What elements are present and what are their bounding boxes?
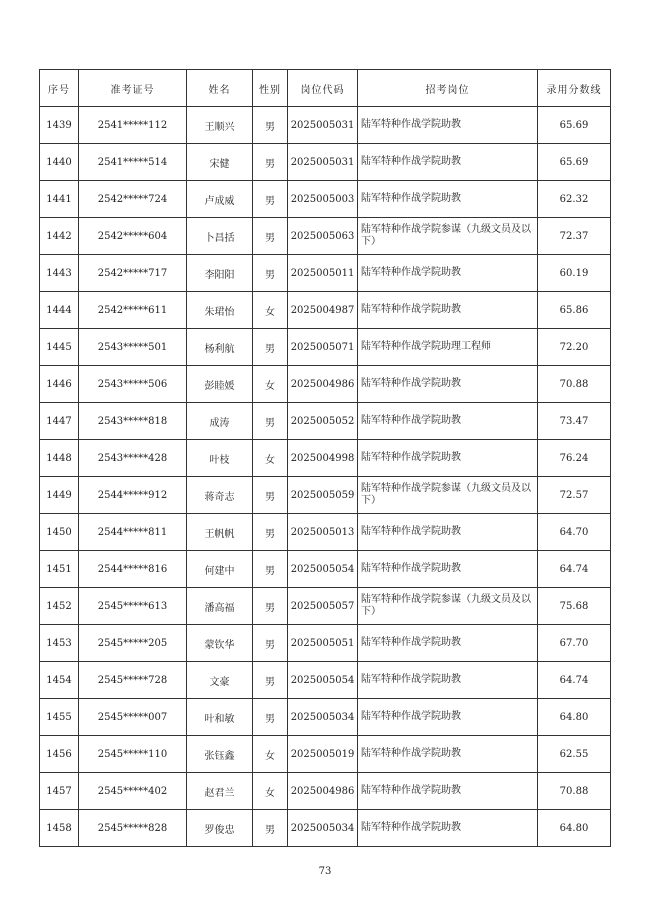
- header-seq: 序号: [40, 70, 79, 107]
- table-row: [40, 107, 611, 144]
- header-name: 姓名: [187, 70, 253, 107]
- cell-seq: 1439: [40, 107, 79, 144]
- cell-name: 蒋奇志: [187, 477, 253, 514]
- cell-seq: 1442: [40, 218, 79, 255]
- cell-post: 陆军特种作战学院助教: [358, 514, 538, 551]
- table-row: [40, 329, 611, 366]
- cell-code: 2025005059: [288, 477, 358, 514]
- cell-code: 2025005011: [288, 255, 358, 292]
- cell-name: 蒙钦华: [187, 625, 253, 662]
- cell-name: 赵君兰: [187, 773, 253, 810]
- cell-gender: 女: [253, 773, 288, 810]
- cell-code: 2025005052: [288, 403, 358, 440]
- cell-gender: 男: [253, 699, 288, 736]
- cell-score: 67.70: [538, 625, 611, 662]
- cell-code: 2025004987: [288, 292, 358, 329]
- table-row: [40, 477, 611, 514]
- cell-ticket: 2545*****613: [79, 588, 187, 625]
- cell-code: 2025005054: [288, 662, 358, 699]
- table-header-row: [40, 70, 611, 107]
- cell-code: 2025005034: [288, 810, 358, 847]
- cell-ticket: 2542*****604: [79, 218, 187, 255]
- cell-code: 2025005057: [288, 588, 358, 625]
- cell-seq: 1449: [40, 477, 79, 514]
- table-row: [40, 810, 611, 847]
- cell-code: 2025005054: [288, 551, 358, 588]
- cell-post: 陆军特种作战学院助教: [358, 107, 538, 144]
- cell-seq: 1453: [40, 625, 79, 662]
- cell-ticket: 2544*****816: [79, 551, 187, 588]
- cell-name: 朱珺怡: [187, 292, 253, 329]
- cell-code: 2025004986: [288, 366, 358, 403]
- cell-post: 陆军特种作战学院助教: [358, 255, 538, 292]
- cell-name: 王帆帆: [187, 514, 253, 551]
- cell-post: 陆军特种作战学院参谋（九级文员及以下）: [358, 588, 538, 625]
- cell-gender: 男: [253, 477, 288, 514]
- cell-score: 64.80: [538, 810, 611, 847]
- table-row: [40, 144, 611, 181]
- cell-score: 60.19: [538, 255, 611, 292]
- cell-ticket: 2542*****717: [79, 255, 187, 292]
- cell-score: 64.74: [538, 662, 611, 699]
- cell-ticket: 2542*****611: [79, 292, 187, 329]
- table-row: [40, 699, 611, 736]
- cell-post: 陆军特种作战学院助教: [358, 366, 538, 403]
- cell-code: 2025005051: [288, 625, 358, 662]
- cell-score: 70.88: [538, 773, 611, 810]
- cell-code: 2025004998: [288, 440, 358, 477]
- cell-name: 罗俊忠: [187, 810, 253, 847]
- cell-post: 陆军特种作战学院助教: [358, 551, 538, 588]
- cell-gender: 男: [253, 588, 288, 625]
- cell-score: 64.74: [538, 551, 611, 588]
- cell-gender: 男: [253, 403, 288, 440]
- header-post: 招考岗位: [358, 70, 538, 107]
- cell-score: 62.55: [538, 736, 611, 773]
- cell-score: 75.68: [538, 588, 611, 625]
- cell-seq: 1441: [40, 181, 79, 218]
- table-row: [40, 181, 611, 218]
- cell-ticket: 2545*****728: [79, 662, 187, 699]
- cell-name: 卜昌括: [187, 218, 253, 255]
- cell-post: 陆军特种作战学院助教: [358, 662, 538, 699]
- cell-ticket: 2545*****205: [79, 625, 187, 662]
- cell-seq: 1444: [40, 292, 79, 329]
- cell-name: 李阳阳: [187, 255, 253, 292]
- cell-ticket: 2541*****112: [79, 107, 187, 144]
- cell-name: 成涛: [187, 403, 253, 440]
- cell-name: 文豪: [187, 662, 253, 699]
- table-row: [40, 662, 611, 699]
- cell-seq: 1454: [40, 662, 79, 699]
- cell-ticket: 2543*****501: [79, 329, 187, 366]
- table-row: [40, 440, 611, 477]
- cell-score: 73.47: [538, 403, 611, 440]
- header-score: 录用分数线: [538, 70, 611, 107]
- cell-score: 64.80: [538, 699, 611, 736]
- cell-name: 叶枝: [187, 440, 253, 477]
- cell-score: 72.37: [538, 218, 611, 255]
- cell-score: 65.69: [538, 107, 611, 144]
- cell-ticket: 2543*****818: [79, 403, 187, 440]
- table-body: [40, 107, 611, 847]
- cell-seq: 1440: [40, 144, 79, 181]
- table-row: [40, 218, 611, 255]
- header-code: 岗位代码: [288, 70, 358, 107]
- cell-code: 2025005031: [288, 144, 358, 181]
- cell-post: 陆军特种作战学院助教: [358, 736, 538, 773]
- cell-name: 张钰鑫: [187, 736, 253, 773]
- cell-score: 72.57: [538, 477, 611, 514]
- cell-score: 72.20: [538, 329, 611, 366]
- cell-score: 70.88: [538, 366, 611, 403]
- cell-post: 陆军特种作战学院助教: [358, 699, 538, 736]
- cell-ticket: 2544*****811: [79, 514, 187, 551]
- cell-score: 64.70: [538, 514, 611, 551]
- cell-post: 陆军特种作战学院助理工程师: [358, 329, 538, 366]
- cell-ticket: 2545*****828: [79, 810, 187, 847]
- cell-gender: 男: [253, 662, 288, 699]
- table-row: [40, 588, 611, 625]
- cell-seq: 1452: [40, 588, 79, 625]
- table-row: [40, 736, 611, 773]
- cell-gender: 男: [253, 551, 288, 588]
- cell-name: 卢成威: [187, 181, 253, 218]
- cell-gender: 女: [253, 440, 288, 477]
- cell-seq: 1443: [40, 255, 79, 292]
- cell-seq: 1447: [40, 403, 79, 440]
- header-gender: 性别: [253, 70, 288, 107]
- cell-gender: 男: [253, 218, 288, 255]
- table-row: [40, 292, 611, 329]
- cell-seq: 1456: [40, 736, 79, 773]
- cell-gender: 男: [253, 329, 288, 366]
- cell-name: 杨利航: [187, 329, 253, 366]
- cell-ticket: 2545*****402: [79, 773, 187, 810]
- cell-ticket: 2543*****428: [79, 440, 187, 477]
- cell-seq: 1448: [40, 440, 79, 477]
- cell-ticket: 2543*****506: [79, 366, 187, 403]
- cell-post: 陆军特种作战学院助教: [358, 625, 538, 662]
- cell-seq: 1457: [40, 773, 79, 810]
- cell-seq: 1450: [40, 514, 79, 551]
- cell-name: 潘高福: [187, 588, 253, 625]
- cell-ticket: 2541*****514: [79, 144, 187, 181]
- cell-gender: 男: [253, 255, 288, 292]
- table-row: [40, 551, 611, 588]
- cell-gender: 男: [253, 107, 288, 144]
- cell-gender: 女: [253, 292, 288, 329]
- cell-name: 叶和敏: [187, 699, 253, 736]
- cell-post: 陆军特种作战学院助教: [358, 773, 538, 810]
- cell-code: 2025005063: [288, 218, 358, 255]
- cell-post: 陆军特种作战学院助教: [358, 144, 538, 181]
- cell-gender: 男: [253, 514, 288, 551]
- cell-code: 2025005031: [288, 107, 358, 144]
- cell-code: 2025004986: [288, 773, 358, 810]
- cell-seq: 1451: [40, 551, 79, 588]
- cell-post: 陆军特种作战学院参谋（九级文员及以下）: [358, 477, 538, 514]
- cell-ticket: 2545*****110: [79, 736, 187, 773]
- cell-code: 2025005003: [288, 181, 358, 218]
- cell-post: 陆军特种作战学院助教: [358, 403, 538, 440]
- cell-seq: 1458: [40, 810, 79, 847]
- cell-gender: 女: [253, 366, 288, 403]
- cell-gender: 男: [253, 625, 288, 662]
- table-row: [40, 255, 611, 292]
- cell-gender: 男: [253, 144, 288, 181]
- cell-post: 陆军特种作战学院助教: [358, 440, 538, 477]
- cell-gender: 男: [253, 181, 288, 218]
- table-row: [40, 514, 611, 551]
- cell-post: 陆军特种作战学院参谋（九级文员及以下）: [358, 218, 538, 255]
- cell-code: 2025005034: [288, 699, 358, 736]
- cell-ticket: 2545*****007: [79, 699, 187, 736]
- cell-code: 2025005071: [288, 329, 358, 366]
- cell-gender: 男: [253, 810, 288, 847]
- cell-name: 何建中: [187, 551, 253, 588]
- cell-seq: 1445: [40, 329, 79, 366]
- cell-post: 陆军特种作战学院助教: [358, 181, 538, 218]
- cell-code: 2025005013: [288, 514, 358, 551]
- cell-name: 王顺兴: [187, 107, 253, 144]
- page-number: 73: [318, 866, 332, 877]
- cell-seq: 1455: [40, 699, 79, 736]
- cell-post: 陆军特种作战学院助教: [358, 292, 538, 329]
- cell-ticket: 2544*****912: [79, 477, 187, 514]
- cell-score: 65.69: [538, 144, 611, 181]
- cell-score: 65.86: [538, 292, 611, 329]
- cell-seq: 1446: [40, 366, 79, 403]
- cell-name: 宋健: [187, 144, 253, 181]
- cell-score: 76.24: [538, 440, 611, 477]
- table-row: [40, 366, 611, 403]
- cell-code: 2025005019: [288, 736, 358, 773]
- table-row: [40, 625, 611, 662]
- cell-post: 陆军特种作战学院助教: [358, 810, 538, 847]
- header-ticket: 准考证号: [79, 70, 187, 107]
- cell-ticket: 2542*****724: [79, 181, 187, 218]
- admission-table: [39, 69, 611, 847]
- table-row: [40, 403, 611, 440]
- table-row: [40, 773, 611, 810]
- cell-score: 62.32: [538, 181, 611, 218]
- cell-name: 彭睦媛: [187, 366, 253, 403]
- cell-gender: 女: [253, 736, 288, 773]
